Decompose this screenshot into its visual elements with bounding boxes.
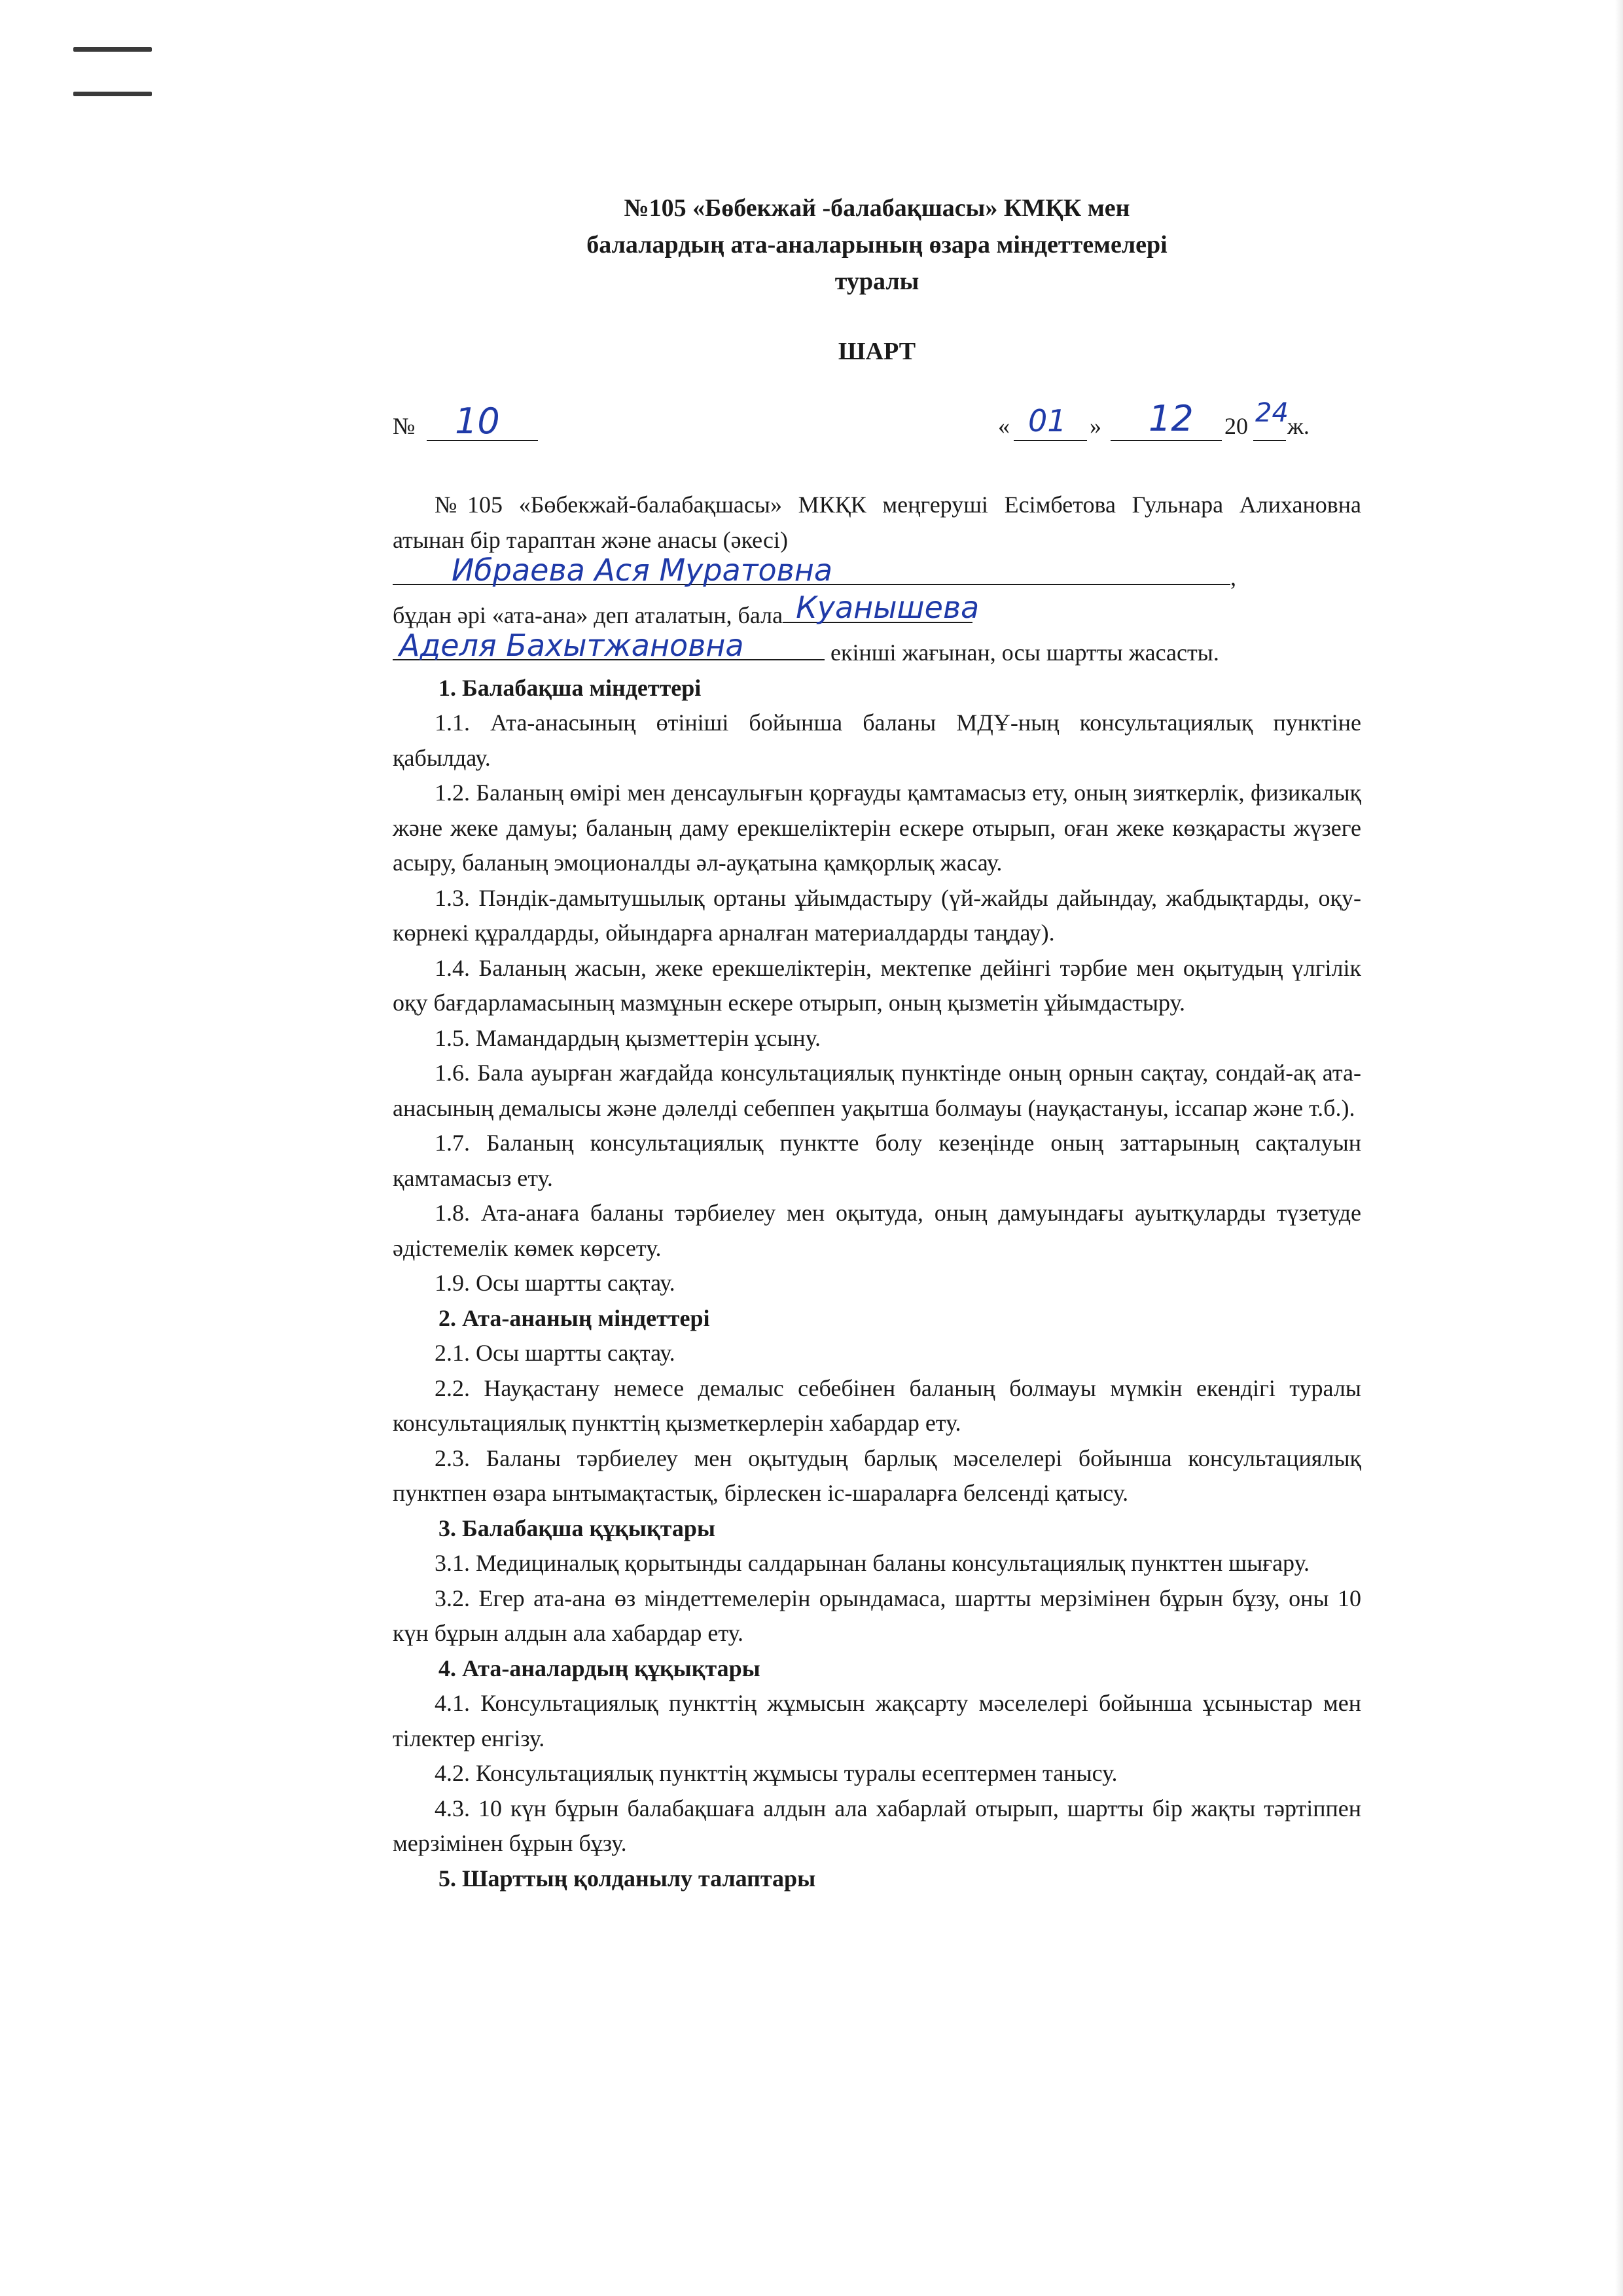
year-underline [1253, 440, 1286, 441]
clause-4-2: 4.2. Консультациялық пункттің жұмысы туралы есептермен танысу. [435, 1760, 1118, 1786]
contract-number-handwritten: 10 [455, 401, 500, 442]
document-title [393, 190, 1361, 300]
intro-part-1: бұдан әрі «ата-ана» деп аталатын, бала [393, 601, 783, 628]
clause-1-1: 1.1. Ата-анасының өтініші бойынша баланы МДҰ-ның консультациялық пунктіне қабылдау. [393, 709, 1361, 771]
month-underline [1111, 440, 1222, 441]
clause-1-9: 1.9. Осы шартты сақтау. [435, 1270, 675, 1296]
day-underline [1014, 440, 1087, 441]
date-year-handwritten: 24 [1255, 398, 1289, 428]
date-open-quote: « [998, 413, 1010, 439]
title-line-2: балалардың ата-аналарының өзара міндеттемелері [586, 231, 1168, 259]
section-heading: 2. Ата-ананың міндеттері [438, 1304, 710, 1331]
date-close-quote: » [1090, 413, 1101, 439]
clause-1-2: 1.2. Баланың өмірі мен денсаулығын қорғауды қамтамасыз ету, оның зияткерлік, физикалық және жеке дамуы; баланың даму ерекшеліктерін ескере отырып, оған жеке көзқарасты жүзеге асыру, баланың эмоционалды әл-ауқатына қамқорлық жасау. [393, 780, 1361, 876]
section-heading: 3. Балабақша құқықтары [438, 1515, 716, 1541]
clause-1-3: 1.3. Пәндік-дамытушылық ортаны ұйымдастыру (үй-жайды дайындау, жабдықтарды, оқу-көрнекі құралдарды, ойындарға арналған материалдарды таңдау). [393, 884, 1361, 946]
date-day-handwritten: 01 [1028, 403, 1067, 439]
section-3 [393, 1511, 1361, 1651]
contract-body [393, 488, 1361, 1896]
clause-4-1: 4.1. Консультациялық пункттің жұмысын жақсарту мәселелері бойынша ұсыныстар мен тілектер енгізу. [393, 1690, 1361, 1751]
intro-text: №105 «Бөбекжай-балабақшасы» МКҚК меңгеруші Есімбетова Гульнара Алихановна атынан бір тараптан және анасы (әкесі) [393, 492, 1361, 553]
section-1 [393, 671, 1361, 1301]
corner-mark-bottom [73, 92, 152, 96]
clause-1-5: 1.5. Мамандардың қызметтерін ұсыну. [435, 1024, 821, 1051]
intro-paragraph-1 [393, 488, 1361, 558]
contract-date [998, 398, 1361, 452]
section-4 [393, 1651, 1361, 1861]
section-heading: 4. Ата-аналардың құқықтары [438, 1655, 760, 1681]
child-name-field-1 [783, 590, 980, 625]
clause-1-4: 1.4. Баланың жасын, жеке ерекшеліктерін, мектепке дейінгі тәрбие мен оқытудың үлгілік оқу бағдарламасының мазмұнын ескере отырып, оның қызметін ұйымдастыру. [393, 954, 1361, 1016]
section-2 [393, 1301, 1361, 1511]
section-5 [393, 1861, 1361, 1897]
clause-3-2: 3.2. Егер ата-ана өз міндеттемелерін орындамаса, шартты мерзімінен бұрын бұзу, оны 10 күн бұрын алдын ала хабардар ету. [393, 1585, 1361, 1646]
title-line-1: №105 «Бөбекжай -балабақшасы» КМҚК мен [624, 194, 1130, 222]
clause-2-2: 2.2. Науқастану немесе демалыс себебінен баланың болмауы мүмкін екендігі туралы консультациялық пункттің қызметкерлерін хабардар ету. [393, 1374, 1361, 1436]
year-suffix: ж. [1287, 413, 1310, 439]
corner-mark-top [73, 47, 152, 52]
title-line-3: туралы [834, 268, 919, 295]
section-heading: 1. Балабақша міндеттері [438, 674, 702, 701]
clause-1-6: 1.6. Бала ауырған жағдайда консультациялық пунктінде оның орнын сақтау, сондай-ақ ата-анасының демалысы және дәлелді себеппен уақытша болмауы (науқастануы, іссапар және т.б.). [393, 1060, 1361, 1121]
section-heading: 5. Шарттың қолданылу талаптары [438, 1865, 816, 1892]
page-edge-shadow [1615, 0, 1623, 2296]
child-name-handwritten-2: Аделя Бахытжановна [399, 627, 744, 663]
clause-1-7: 1.7. Баланың консультациялық пунктте болу кезеңінде оның заттарының сақталуын қамтамасыз ету. [393, 1130, 1361, 1191]
clause-1-8: 1.8. Ата-анаға баланы тәрбиелеу мен оқытуда, оның дамуындағы ауытқуларды түзетуде әдістемелік көмек көрсету. [393, 1200, 1361, 1261]
date-month-handwritten: 12 [1149, 398, 1194, 439]
parent-name-field [393, 552, 1230, 588]
parent-name-handwritten: Ибраева Ася Муратовна [452, 552, 833, 588]
clause-2-3: 2.3. Баланы тәрбиелеу мен оқытудың барлық мәселелері бойынша консультациялық пунктпен өзара ынтымақтастық, бірлескен іс-шараларға белсенді қатысу. [393, 1444, 1361, 1506]
clause-2-1: 2.1. Осы шартты сақтау. [435, 1340, 675, 1366]
child-name-handwritten-1: Куанышева [796, 590, 980, 625]
number-sign: № [393, 413, 416, 439]
clause-3-1: 3.1. Медициналық қорытынды салдарынан баланы консультациялық пункттен шығару. [435, 1550, 1310, 1576]
contract-number-date-row [393, 398, 1361, 452]
document-type-heading: ШАРТ [838, 338, 916, 365]
parent-name-line: Ибраева Ася Муратовна , [393, 558, 1361, 596]
child-name-field-2 [393, 627, 825, 663]
year-prefix: 20 [1224, 413, 1248, 439]
clause-4-3: 4.3. 10 күн бұрын балабақшаға алдын ала хабарлай отырып, шартты бір жақты тәртіппен мерзімінен бұрын бұзу. [393, 1795, 1361, 1856]
corner-staple-marks [73, 47, 152, 106]
intro-paragraph-2 [393, 590, 1361, 671]
intro-part-2: екінші жағынан, осы шартты жасасты. [830, 639, 1219, 666]
